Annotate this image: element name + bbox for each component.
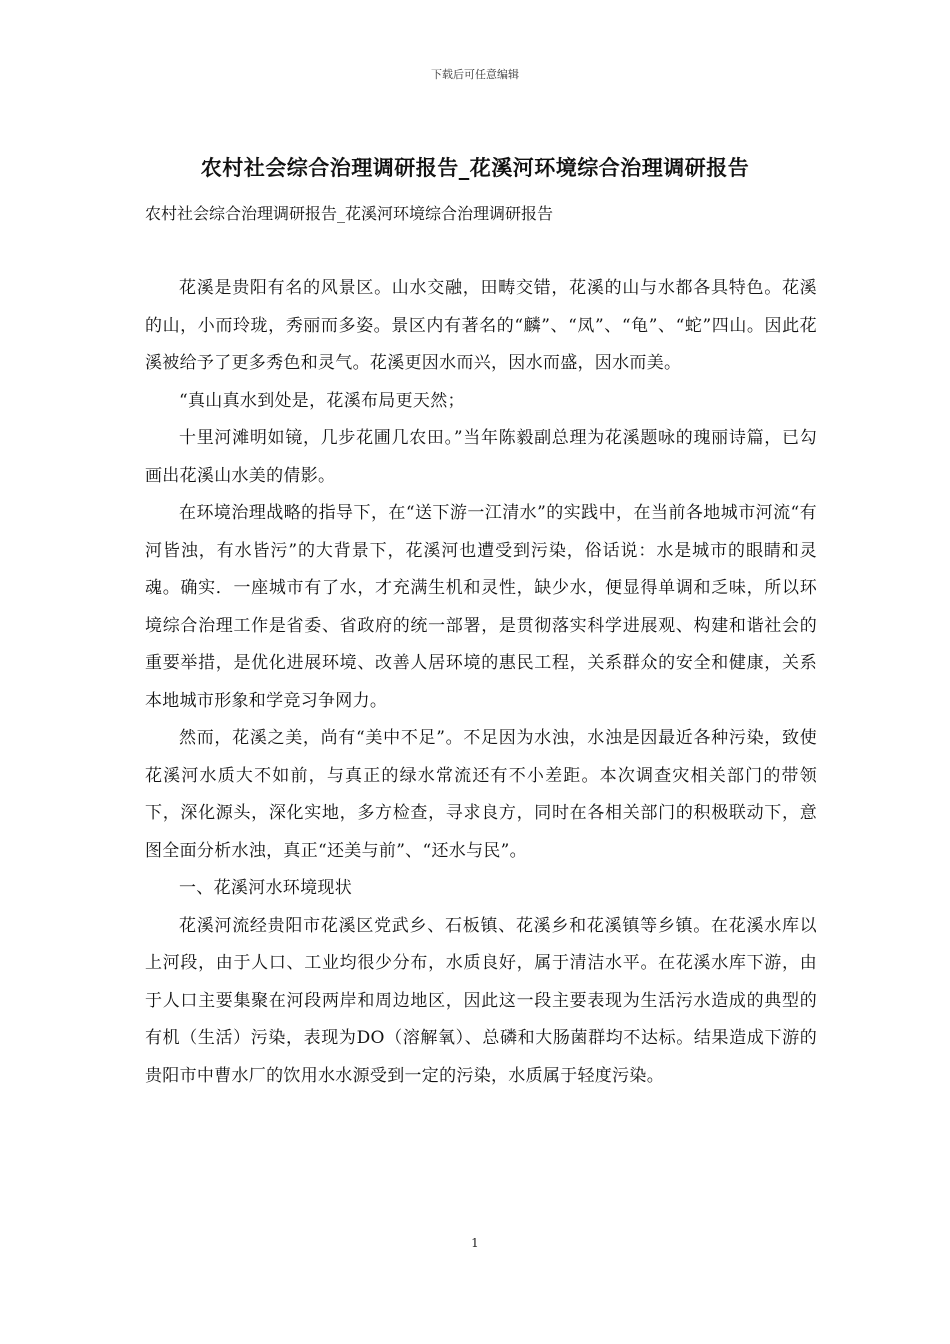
section-heading: 一、花溪河水环境现状 [179, 878, 352, 898]
paragraph: 花溪是贵阳有名的风景区。山水交融，田畴交错，花溪的山与水都各具特色。花溪的山，小而玲珑，秀丽而多姿。景区内有著名的“麟”、“凤”、“龟”、“蛇”四山。因此花溪被给予了更多秀色和灵气。花溪更因水而兴，因水而盛，因水而美。 [145, 278, 817, 373]
document-title: 农村社会综合治理调研报告_花溪河环境综合治理调研报告 [200, 155, 750, 180]
paragraph: “真山真水到处是，花溪布局更天然； [179, 390, 465, 411]
page-number: 1 [471, 1236, 479, 1250]
document-subtitle: 农村社会综合治理调研报告_花溪河环境综合治理调研报告 [145, 204, 554, 223]
document-body [145, 270, 817, 1095]
paragraph: 在环境治理战略的指导下，在“送下游一江清水”的实践中，在当前各地城市河流“有河皆浊，有水皆污”的大背景下，花溪河也遭受到污染，俗话说：水是城市的眼睛和灵魂。确实．一座城市有了水，才充满生机和灵性，缺少水，便显得单调和乏味，所以环境综合治理工作是省委、省政府的统一部署，是贯彻落实科学进展观、构建和谐社会的重要举措，是优化进展环境、改善人居环境的惠民工程，关系群众的安全和健康，关系本地城市形象和学竞习争网力。 [145, 503, 817, 711]
paragraph: 花溪河流经贵阳市花溪区党武乡、石板镇、花溪乡和花溪镇等乡镇。在花溪水库以上河段，由于人口、工业均很少分布，水质良好，属于清洁水平。在花溪水库下游，由于人口主要集聚在河段两岸和周边地区，因此这一段主要表现为生活污水造成的典型的有机（生活）污染，表现为DO（溶解氧）、总磷和大肠菌群均不达标。结果造成下游的贵阳市中曹水厂的饮用水水源受到一定的污染，水质属于轻度污染。 [145, 915, 817, 1086]
paragraph: 十里河滩明如镜，几步花圃几农田。”当年陈毅副总理为花溪题咏的瑰丽诗篇，已勾画出花溪山水美的倩影。 [145, 428, 817, 486]
header-note: 下载后可任意编辑 [431, 68, 519, 81]
paragraph: 然而，花溪之美，尚有“美中不足”。不足因为水浊，水浊是因最近各种污染，致使花溪河水质大不如前，与真正的绿水常流还有不小差距。本次调查灾相关部门的带领下，深化源头，深化实地，多方检查，寻求良方，同时在各相关部门的积极联动下，意图全面分析水浊，真正“还美与前”、“还水与民”。 [145, 728, 817, 861]
